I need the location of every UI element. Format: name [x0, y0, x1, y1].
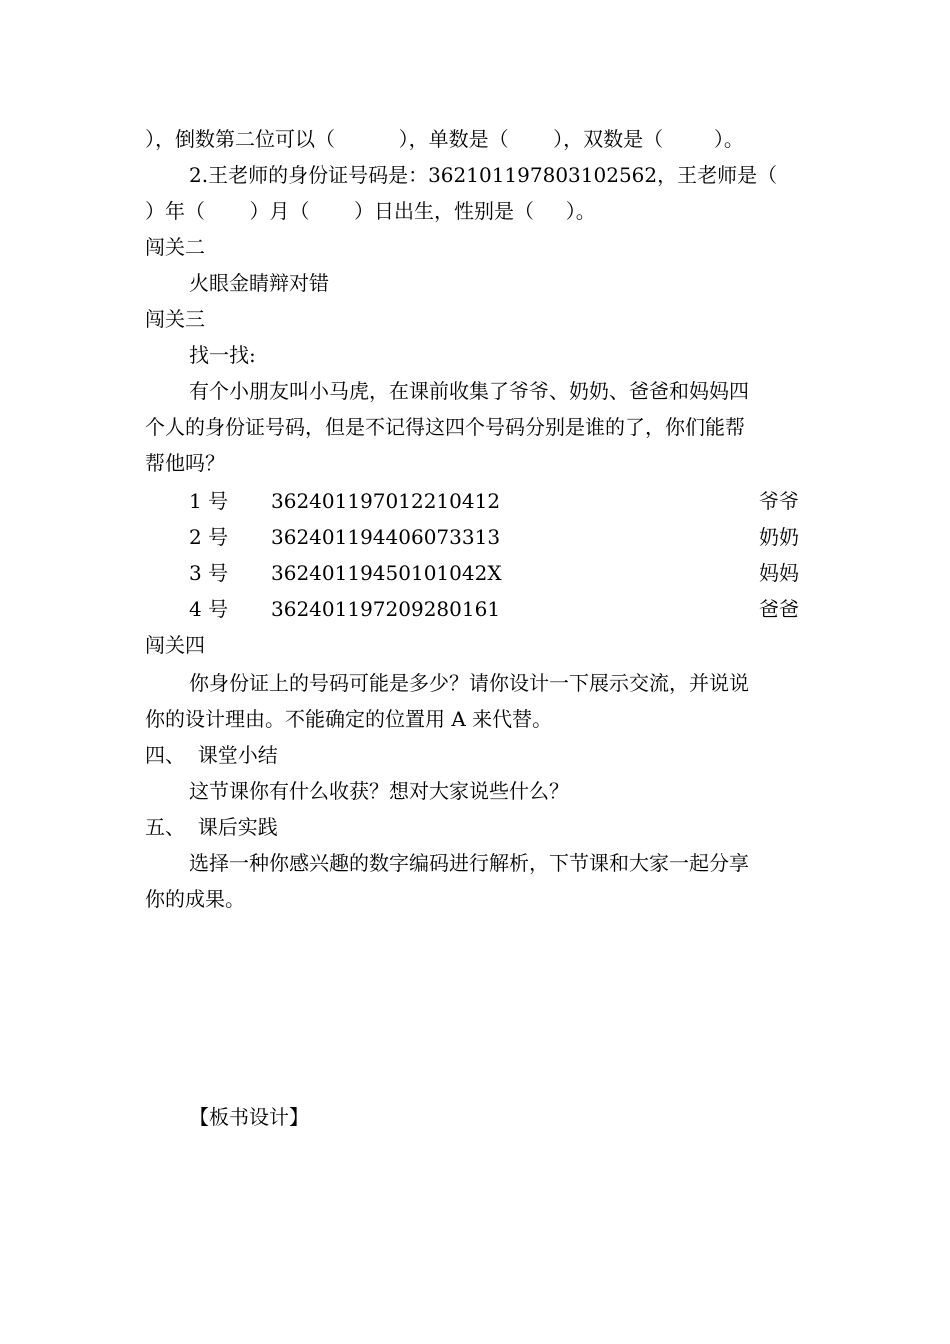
level4-line-1: 你身份证上的号码可能是多少？请你设计一下展示交流，并说说: [189, 671, 749, 695]
id-row: [189, 591, 799, 627]
id-row-person: 爸爸: [759, 597, 799, 621]
id-row: [189, 483, 799, 519]
id-row-number: 4 号: [189, 597, 229, 621]
practice-heading: 五、 课后实践: [145, 815, 278, 839]
id-row-code: 362401197209280161: [271, 597, 501, 621]
fill-blank-line-3: ）年（ ）月（ ）日出生，性别是（ ）。: [145, 199, 596, 223]
practice-line-1: 选择一种你感兴趣的数字编码进行解析，下节课和大家一起分享: [189, 851, 749, 875]
level3-prompt: 找一找:: [189, 343, 256, 367]
id-row-person: 爷爷: [759, 489, 799, 513]
level2-heading: 闯关二: [145, 235, 205, 259]
id-row: [189, 555, 799, 591]
board-design-heading: 【板书设计】: [189, 1105, 309, 1129]
summary-heading: 四、 课堂小结: [145, 743, 278, 767]
fill-blank-line-1: ），倒数第二位可以（ ），单数是（ ），双数是（ ）。: [145, 127, 744, 151]
level4-line-2: 你的设计理由。不能确定的位置用 A 来代替。: [145, 707, 553, 731]
level3-paragraph-line-3: 帮他吗？: [145, 451, 225, 475]
level3-heading: 闯关三: [145, 307, 205, 331]
level3-paragraph-line-1: 有个小朋友叫小马虎，在课前收集了爷爷、奶奶、爸爸和妈妈四: [189, 379, 749, 403]
id-row: [189, 519, 799, 555]
summary-text: 这节课你有什么收获？想对大家说些什么？: [189, 779, 569, 803]
id-row-number: 3 号: [189, 561, 229, 585]
id-row-number: 2 号: [189, 525, 229, 549]
id-row-code: 362401194406073313: [271, 525, 501, 549]
id-question-line: 2.王老师的身份证号码是：362101197803102562，王老师是（: [189, 163, 778, 187]
id-row-code: 36240119450101042X: [271, 561, 502, 585]
level2-text: 火眼金睛辩对错: [189, 271, 329, 295]
level3-paragraph-line-2: 个人的身份证号码，但是不记得这四个号码分别是谁的了，你们能帮: [145, 415, 745, 439]
id-row-person: 奶奶: [759, 525, 799, 549]
id-row-code: 362401197012210412: [271, 489, 501, 513]
practice-line-2: 你的成果。: [145, 887, 245, 911]
id-row-number: 1 号: [189, 489, 229, 513]
id-row-person: 妈妈: [759, 561, 799, 585]
level4-heading: 闯关四: [145, 633, 205, 657]
